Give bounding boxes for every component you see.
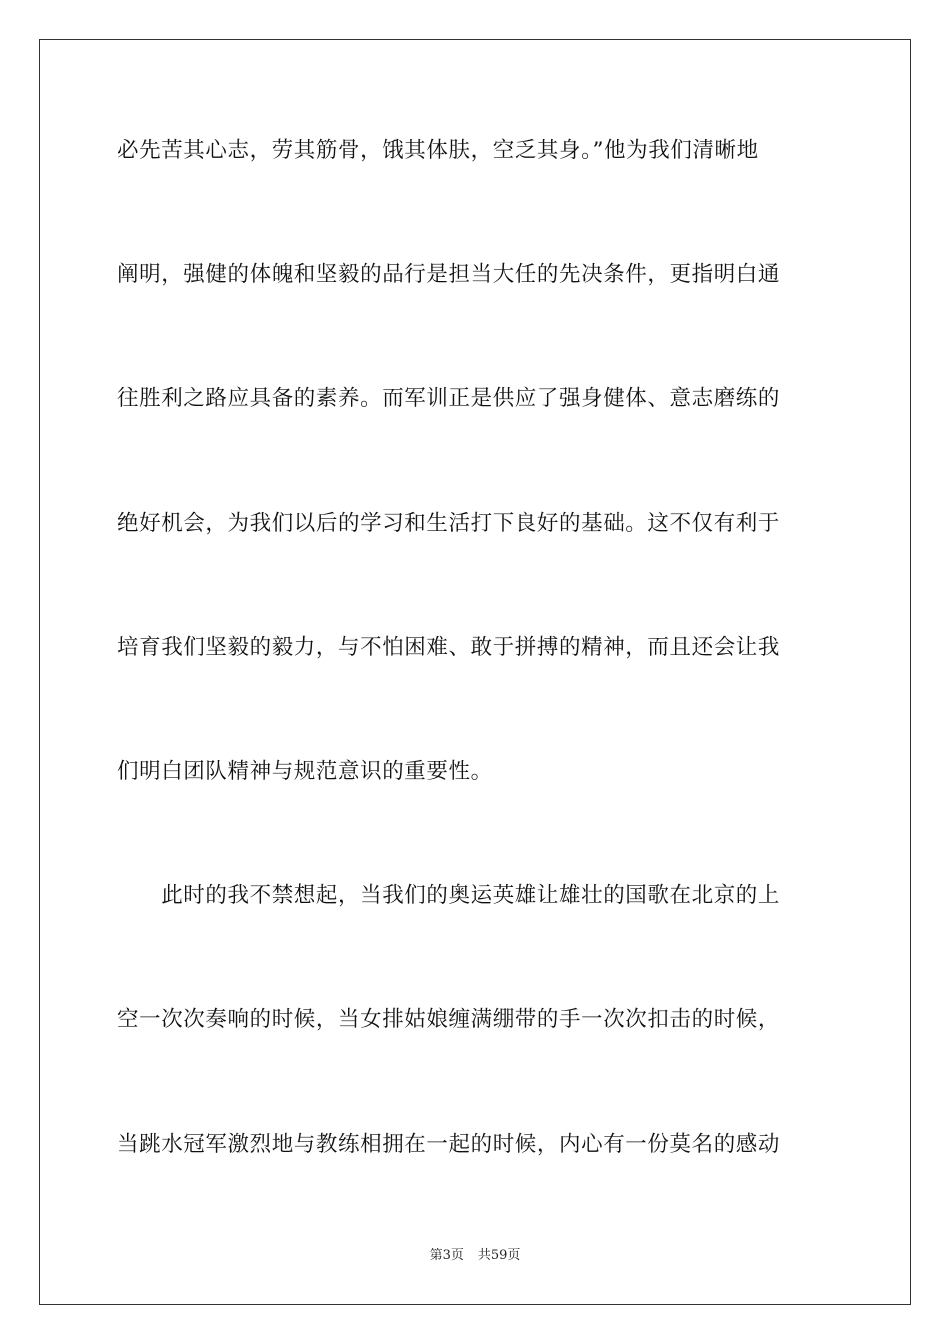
text-line: 们明白团队精神与规范意识的重要性。 [117, 759, 493, 784]
text-line: 绝好机会，为我们以后的学习和生活打下良好的基础。这不仅有利于 [117, 511, 781, 536]
page-border [39, 39, 911, 1305]
page-footer [0, 1247, 950, 1265]
text-line: 阐明，强健的体魄和坚毅的品行是担当大任的先决条件，更指明白通 [117, 262, 781, 287]
page-number: 第3页 [429, 1248, 464, 1263]
paragraph-first-line: 此时的我不禁想起，当我们的奥运英雄让雄壮的国歌在北京的上 [117, 883, 781, 908]
page-total: 共59页 [477, 1248, 521, 1263]
text-line: 往胜利之路应具备的素养。而军训正是供应了强身健体、意志磨练的 [117, 386, 781, 411]
text-line: 当跳水冠军激烈地与教练相拥在一起的时候，内心有一份莫名的感动 [117, 1132, 781, 1157]
text-line: 培育我们坚毅的毅力，与不怕困难、敢于拼搏的精神，而且还会让我 [117, 635, 781, 660]
text-line: 必先苦其心志，劳其筋骨，饿其体肤，空乏其身。”他为我们清晰地 [117, 138, 759, 163]
text-line: 空一次次奏响的时候，当女排姑娘缠满绷带的手一次次扣击的时候， [117, 1007, 781, 1032]
